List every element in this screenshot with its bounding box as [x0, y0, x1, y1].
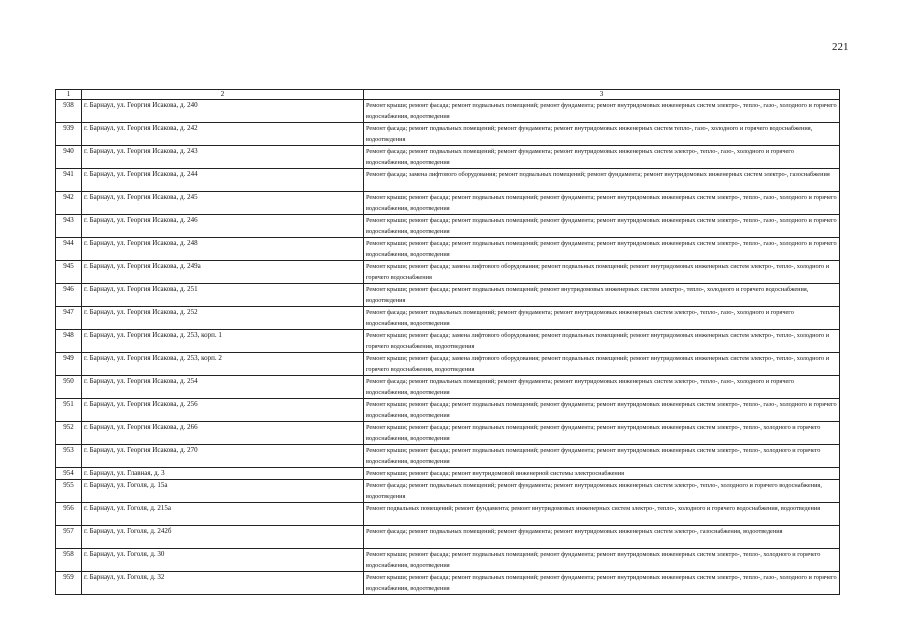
table-row: [56, 330, 840, 353]
table-row: [56, 376, 840, 399]
row-number: 946: [56, 284, 82, 307]
row-number: 942: [56, 192, 82, 215]
row-address: г. Барнаул, ул. Георгия Исакова, д. 249а: [82, 261, 364, 284]
row-number: 954: [56, 468, 82, 480]
row-number: 957: [56, 526, 82, 549]
row-address: г. Барнаул, ул. Гоголя, д. 15а: [82, 480, 364, 503]
table-row: [56, 503, 840, 526]
row-works: Ремонт крыши; ремонт фасада; ремонт внутридомовой инженерной системы электроснабжения: [364, 468, 840, 480]
table-row: [56, 468, 840, 480]
row-works: Ремонт фасада; ремонт подвальных помещений; ремонт фундамента; ремонт внутридомовых инженерных систем электро-, тепло-, газо-, холодного и горячего водоснабжения, водоотведения: [364, 146, 840, 169]
row-works: Ремонт фасада; ремонт подвальных помещений; ремонт фундамента; ремонт внутридомовых инженерных систем электро-, тепло-, газо-, холодного и горячего водоснабжения, водоотведения: [364, 307, 840, 330]
row-works: Ремонт крыши; ремонт фасада; ремонт подвальных помещений; ремонт фундамента; ремонт внутридомовых инженерных систем электро-, тепло-, газо-, холодного и горячего водоснабжения, водоотведения: [364, 215, 840, 238]
row-works: Ремонт крыши; ремонт фасада; ремонт подвальных помещений; ремонт внутридомовых инженерных систем электро-, тепло-, холодного и горячего водоснабжения, водоотведения: [364, 284, 840, 307]
table-row: [56, 215, 840, 238]
row-address: г. Барнаул, ул. Георгия Исакова, д. 253, корп. 2: [82, 353, 364, 376]
row-works: Ремонт крыши; ремонт фасада; ремонт подвальных помещений; ремонт фундамента; ремонт внутридомовых инженерных систем электро-, тепло-, газо-, холодного и горячего водоснабжения, водоотведения: [364, 238, 840, 261]
table-row: [56, 238, 840, 261]
row-number: 958: [56, 549, 82, 572]
table-row: [56, 480, 840, 503]
row-number: 953: [56, 445, 82, 468]
row-works: Ремонт крыши; ремонт фасада; замена лифтового оборудования; ремонт подвальных помещений; ремонт внутридомовых инженерных систем электро-, тепло-, холодного и горячего водоснабжения, водоотведения: [364, 353, 840, 376]
row-works: Ремонт крыши; ремонт фасада; ремонт подвальных помещений; ремонт фундамента; ремонт внутридомовых инженерных систем электро-, тепло-, газо-, холодного и горячего водоснабжения, водоотведения: [364, 100, 840, 123]
row-works: Ремонт крыши; ремонт фасада; ремонт подвальных помещений; ремонт фундамента; ремонт внутридомовых инженерных систем электро-, тепло-, холодного и горячего водоснабжения, водоотведения: [364, 422, 840, 445]
table-row: [56, 422, 840, 445]
table-row: [56, 146, 840, 169]
row-address: г. Барнаул, ул. Георгия Исакова, д. 270: [82, 445, 364, 468]
row-address: г. Барнаул, ул. Георгия Исакова, д. 245: [82, 192, 364, 215]
table-row: [56, 284, 840, 307]
table-row: [56, 123, 840, 146]
row-address: г. Барнаул, ул. Гоголя, д. 215а: [82, 503, 364, 526]
row-number: 944: [56, 238, 82, 261]
table-row: [56, 192, 840, 215]
row-number: 951: [56, 399, 82, 422]
row-address: г. Барнаул, ул. Георгия Исакова, д. 248: [82, 238, 364, 261]
row-number: 940: [56, 146, 82, 169]
table-row: [56, 399, 840, 422]
table-row: [56, 572, 840, 595]
repair-works-table: [55, 89, 840, 595]
row-number: 945: [56, 261, 82, 284]
row-address: г. Барнаул, ул. Георгия Исакова, д. 254: [82, 376, 364, 399]
row-address: г. Барнаул, ул. Георгия Исакова, д. 243: [82, 146, 364, 169]
row-number: 947: [56, 307, 82, 330]
row-address: г. Барнаул, ул. Георгия Исакова, д. 253, корп. 1: [82, 330, 364, 353]
row-works: Ремонт подвальных помещений; ремонт фундамента; ремонт внутридомовых инженерных систем электро-, тепло-, холодного и горячего водоснабжения, водоотведения: [364, 503, 840, 526]
row-address: г. Барнаул, ул. Георгия Исакова, д. 266: [82, 422, 364, 445]
column-header-1: 1: [56, 90, 82, 100]
row-address: г. Барнаул, ул. Георгия Исакова, д. 240: [82, 100, 364, 123]
row-works: Ремонт фасада; ремонт подвальных помещений; ремонт фундамента; ремонт внутридомовых инженерных систем электро-, тепло-, газо-, холодного и горячего водоснабжения, водоотведения: [364, 376, 840, 399]
row-number: 950: [56, 376, 82, 399]
table-row: [56, 526, 840, 549]
column-header-2: 2: [82, 90, 364, 100]
table-row: [56, 169, 840, 192]
row-address: г. Барнаул, ул. Гоголя, д. 242б: [82, 526, 364, 549]
row-number: 939: [56, 123, 82, 146]
row-works: Ремонт крыши; ремонт фасада; ремонт подвальных помещений; ремонт фундамента; ремонт внутридомовых инженерных систем электро-, тепло-, газо-, холодного и горячего водоснабжения, водоотведения: [364, 572, 840, 595]
row-number: 956: [56, 503, 82, 526]
row-works: Ремонт крыши; ремонт фасада; ремонт подвальных помещений; ремонт фундамента; ремонт внутридомовых инженерных систем электро-, тепло-, газо-, холодного и горячего водоснабжения, водоотведения: [364, 192, 840, 215]
row-number: 949: [56, 353, 82, 376]
row-address: г. Барнаул, ул. Гоголя, д. 32: [82, 572, 364, 595]
row-number: 959: [56, 572, 82, 595]
row-works: Ремонт крыши; ремонт фасада; ремонт подвальных помещений; ремонт фундамента; ремонт внутридомовых инженерных систем электро-, тепло-, газо-, холодного и горячего водоснабжения, водоотведения: [364, 399, 840, 422]
row-works: Ремонт крыши; ремонт фасада; ремонт подвальных помещений; ремонт фундамента; ремонт внутридомовых инженерных систем электро-, тепло-, холодного и горячего водоснабжения, водоотведения: [364, 445, 840, 468]
table-row: [56, 445, 840, 468]
row-works: Ремонт фасада; ремонт подвальных помещений; ремонт фундамента; ремонт внутридомовых инженерных систем тепло-, газо-, холодного и горячего водоснабжения, водоотведения: [364, 123, 840, 146]
table-row: [56, 353, 840, 376]
row-address: г. Барнаул, ул. Георгия Исакова, д. 246: [82, 215, 364, 238]
column-header-3: 3: [364, 90, 840, 100]
row-number: 943: [56, 215, 82, 238]
row-number: 952: [56, 422, 82, 445]
row-number: 955: [56, 480, 82, 503]
row-works: Ремонт крыши; ремонт фасада; ремонт подвальных помещений; ремонт фундамента; ремонт внутридомовых инженерных систем электро-, тепло-, холодного и горячего водоснабжения, водоотведения: [364, 549, 840, 572]
row-address: г. Барнаул, ул. Главная, д. 3: [82, 468, 364, 480]
row-works: Ремонт фасада; замена лифтового оборудования; ремонт подвальных помещений; ремонт фундамента; ремонт внутридомовых инженерных систем электро-, газоснабжения: [364, 169, 840, 192]
row-works: Ремонт крыши; ремонт фасада; замена лифтового оборудования; ремонт подвальных помещений; ремонт внутридомовых инженерных систем электро-, тепло-, холодного и горячего водоснабжения, водоотведения: [364, 330, 840, 353]
row-address: г. Барнаул, ул. Георгия Исакова, д. 242: [82, 123, 364, 146]
table-row: [56, 261, 840, 284]
row-number: 948: [56, 330, 82, 353]
row-address: г. Барнаул, ул. Георгия Исакова, д. 256: [82, 399, 364, 422]
table-row: [56, 549, 840, 572]
row-address: г. Барнаул, ул. Георгия Исакова, д. 244: [82, 169, 364, 192]
row-works: Ремонт крыши; ремонт фасада; замена лифтового оборудования; ремонт подвальных помещений; ремонт внутридомовых инженерных систем электро-, тепло-, холодного и горячего водоснабжения: [364, 261, 840, 284]
row-address: г. Барнаул, ул. Георгия Исакова, д. 252: [82, 307, 364, 330]
table-header-row: [56, 90, 840, 100]
row-address: г. Барнаул, ул. Георгия Исакова, д. 251: [82, 284, 364, 307]
table-row: [56, 307, 840, 330]
row-number: 938: [56, 100, 82, 123]
row-number: 941: [56, 169, 82, 192]
row-works: Ремонт фасада; ремонт подвальных помещений; ремонт фундамента; ремонт внутридомовых инженерных систем электро-, газоснабжения, водоотведения: [364, 526, 840, 549]
row-address: г. Барнаул, ул. Гоголя, д. 30: [82, 549, 364, 572]
table-row: [56, 100, 840, 123]
page-number: 221: [832, 41, 849, 53]
row-works: Ремонт фасада; ремонт подвальных помещений; ремонт фундамента; ремонт внутридомовых инженерных систем электро-, тепло-, холодного и горячего водоснабжения, водоотведения: [364, 480, 840, 503]
